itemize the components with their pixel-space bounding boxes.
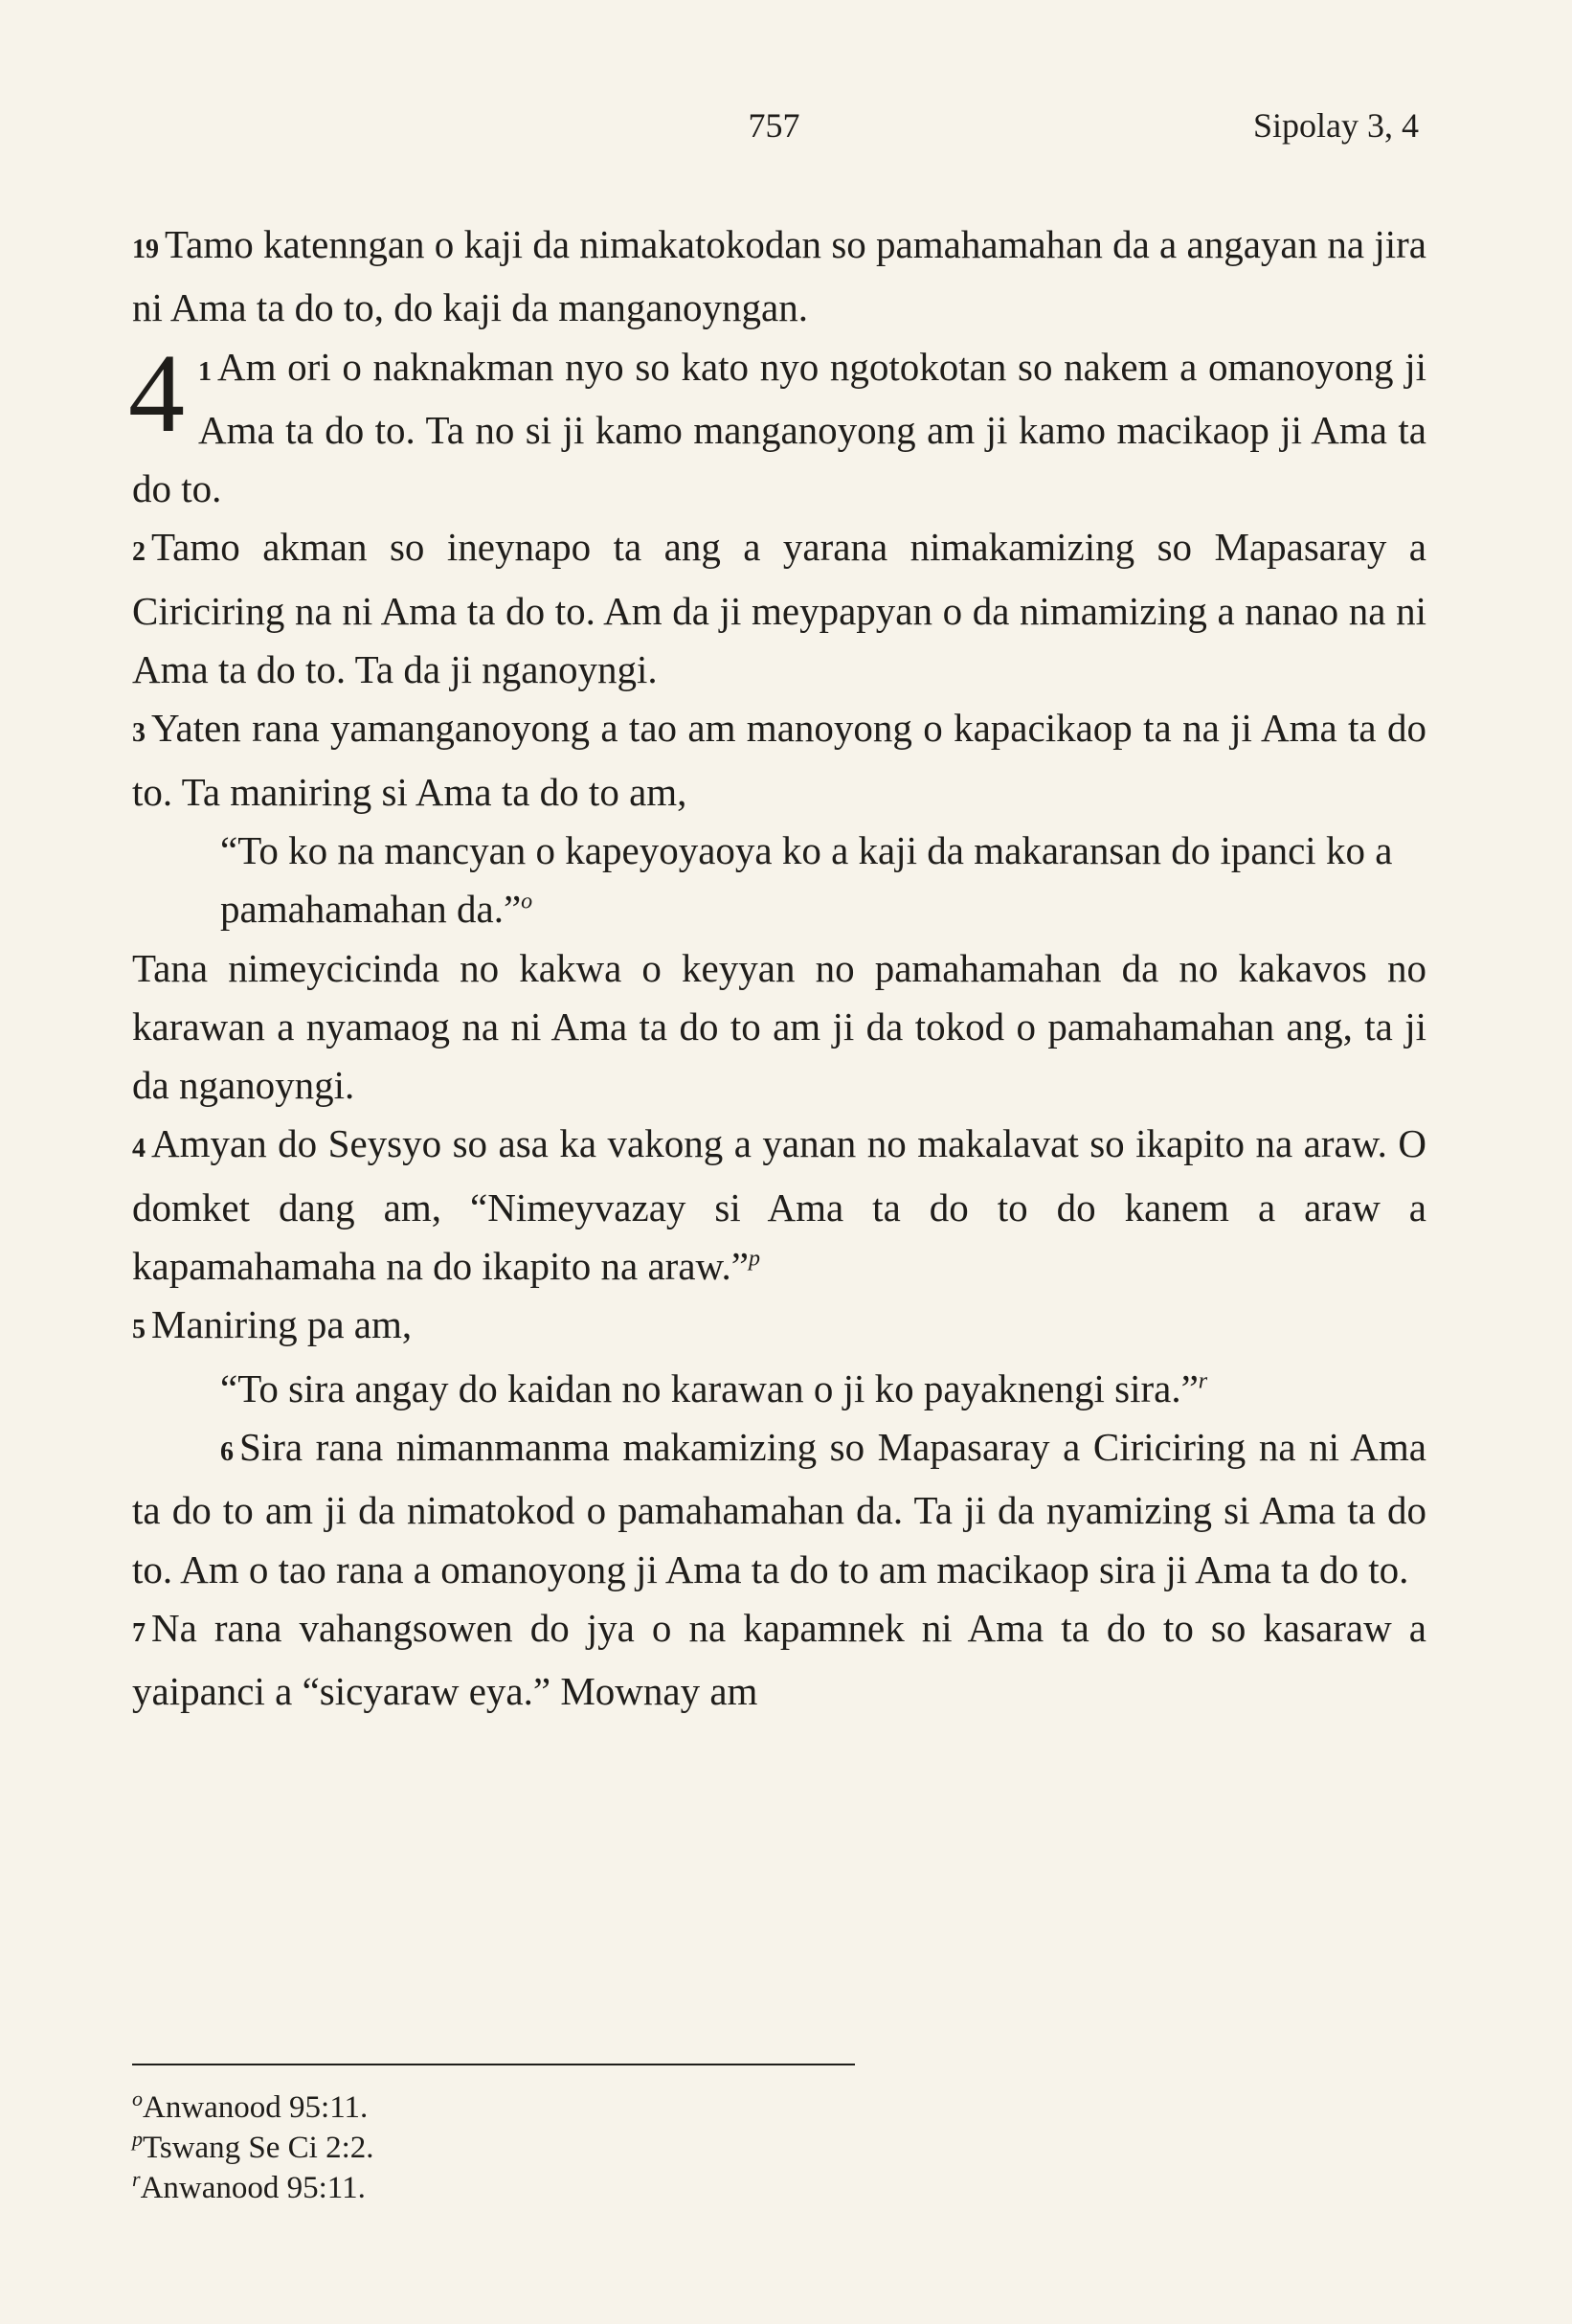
verse-text: Yaten rana yamanganoyong a tao am manoyong o kapacikaop ta na ji Ama ta do to. Ta maniring si Ama ta do to am, [132,706,1426,814]
verse-number: 3 [132,718,146,749]
footnote-item [132,2128,374,2168]
footnotes [132,2087,374,2208]
quotation [220,822,1426,939]
verse-number: 19 [132,235,159,264]
text-body [128,215,1426,1721]
verse-4-1 [128,329,1426,519]
verse-number: 4 [132,1134,146,1164]
verse-text: Tamo akman so ineynapo ta ang a yarana nimakamizing so Mapasaray a Ciriciring na ni Ama ta do to. Am da ji meypapyan o da nimamizing a nanao na ni Ama ta do to. Ta da ji nganoyngi. [132,525,1426,692]
verse-text: Sira rana nimanmanma makamizing so Mapasaray a Ciriciring na ni Ama ta do to am ji da nimatokod o pamahamahan da. Ta ji da nyamizing si Ama ta do to. Am o tao rana a omanoyong ji Ama ta do to am macikaop sira ji Ama ta do to. [132,1424,1426,1591]
verse-4-5 [132,1296,1426,1359]
page-header [129,105,1419,153]
verse-text: Am ori o naknakman nyo so kato nyo ngotokotan so nakem a omanoyong ji Ama ta do to. Ta no si ji kamo manganoyong am ji kamo macikaop ji Ama ta do to. [132,344,1426,511]
page-number: 757 [748,106,800,145]
verse-number: 2 [132,537,146,568]
footnote-mark: p [132,2127,143,2151]
footnote-text: Tswang Se Ci 2:2. [143,2131,374,2165]
verse-4-7 [132,1599,1426,1722]
verse-4-4 [132,1115,1426,1296]
verse-text: Amyan do Seysyo so asa ka vakong a yanan no makalavat so ikapito na araw. O domket dang am, “Nimeyvazay si Ama ta do to do kanem a araw a kapamahamaha na do ikapito na araw.” [132,1121,1426,1289]
quotation [220,1360,1426,1418]
footnote-divider [132,2064,855,2065]
footnote-text: Anwanood 95:11. [140,2171,366,2205]
footnote-text: Anwanood 95:11. [143,2090,369,2125]
verse-text: Maniring pa am, [151,1302,413,1347]
verse-text: Tamo katenngan o kaji da nimakatokodan so pamahamahan da a angayan na jira ni Ama ta do to, do kaji da manganoyngan. [132,222,1426,330]
footnote-item [132,2087,374,2128]
verse-4-3 [132,699,1426,822]
verse-number: 1 [198,356,212,387]
footnote-ref[interactable]: o [521,889,533,914]
chapter-number: 4 [128,329,185,456]
quote-text: “To sira angay do kaidan no karawan o ji ko payaknengi sira.” [220,1365,1199,1410]
verse-4-3-continued [132,939,1426,1116]
verse-number: 5 [132,1315,146,1345]
quote-text: “To ko na mancyan o kapeyoyaoya ko a kaji da makaransan do ipanci ko a pamahamahan da.” [220,827,1393,932]
verse-text: Na rana vahangsowen do jya o na kapamnek ni Ama ta do to so kasaraw a yaipanci a “sicyaraw eya.” Mownay am [132,1605,1426,1714]
verse-text: Tana nimeycicinda no kakwa o keyyan no pamahamahan da no kakavos no karawan a nyamaog na ni Ama ta do to am ji da tokod o pamahamahan ang, ta ji da nganoyngi. [132,945,1426,1108]
running-head: Sipolay 3, 4 [1252,106,1419,145]
verse-4-6 [132,1418,1426,1599]
verse-19 [132,215,1426,338]
footnote-item [132,2168,374,2208]
footnote-ref[interactable]: p [748,1246,760,1272]
footnote-ref[interactable]: r [1198,1367,1208,1393]
footnote-mark: o [132,2087,143,2110]
footnote-mark: r [132,2167,141,2191]
verse-number: 7 [132,1617,146,1648]
verse-4-2 [132,518,1426,699]
verse-number: 6 [220,1436,234,1467]
